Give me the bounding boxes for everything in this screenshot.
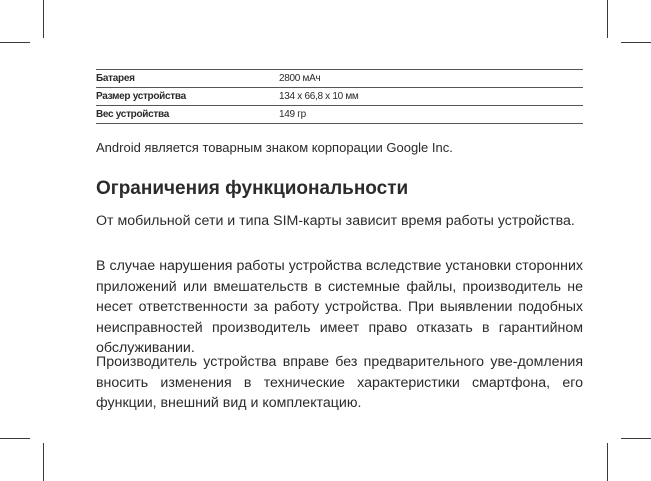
spec-label: Размер устройства: [96, 88, 279, 106]
crop-mark-top-right-horizontal: [621, 42, 651, 43]
crop-mark-bottom-right-horizontal: [621, 438, 651, 439]
spec-label: Батарея: [96, 70, 279, 88]
spec-value: 2800 мАч: [279, 70, 583, 88]
crop-mark-bottom-right-vertical: [607, 443, 608, 481]
spec-row-size: [96, 88, 583, 106]
paragraph-changes: Производитель устройства вправе без предварительного уве-домления вносить изменения в технические характеристики смартфона, его функции, внешний вид и комплектацию.: [96, 354, 583, 411]
crop-mark-bottom-left-vertical: [43, 443, 44, 481]
crop-mark-top-left-horizontal: [0, 42, 30, 43]
spec-table: [96, 69, 583, 124]
spec-row-battery: [96, 70, 583, 88]
paragraph-warranty: В случае нарушения работы устройства вследствие установки сторонних приложений или вмешательств в системные файлы, производитель не несет ответственности за работу устройства. При выявлении подобных неисправностей производитель имеет право отказать в гарантийном обслуживании.: [96, 258, 583, 356]
crop-mark-top-left-vertical: [43, 0, 44, 38]
crop-mark-bottom-left-horizontal: [0, 438, 30, 439]
paragraph-network: От мобильной сети и типа SIM-карты зависит время работы устройства.: [96, 213, 575, 229]
crop-mark-top-right-vertical: [607, 0, 608, 38]
spec-row-weight: [96, 106, 583, 124]
section-heading: Ограничения функциональности: [96, 178, 409, 199]
spec-value: 149 гр: [279, 106, 583, 124]
trademark-notice: Android является товарным знаком корпорации Google Inc.: [96, 140, 453, 155]
spec-value: 134 х 66,8 х 10 мм: [279, 88, 583, 106]
spec-label: Вес устройства: [96, 106, 279, 124]
